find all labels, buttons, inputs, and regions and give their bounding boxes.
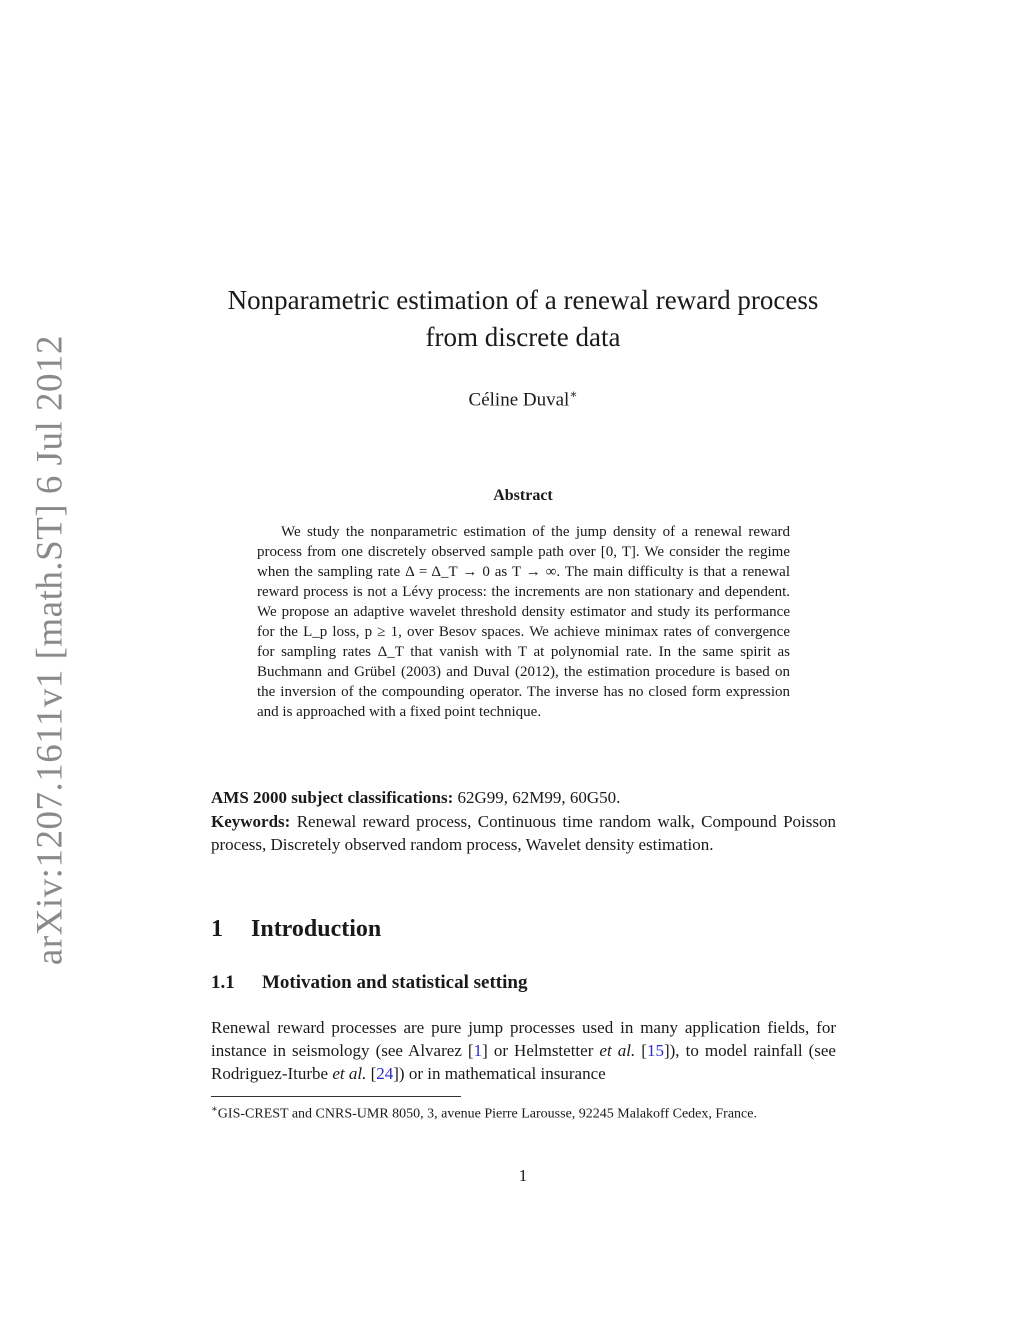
subsection-heading (211, 972, 836, 994)
et-al: et al. (599, 1041, 636, 1060)
intro-text: ]) or in mathematical insurance (393, 1064, 606, 1083)
abstract-body: We study the nonparametric estimation of the jump density of a renewal reward process from one discretely observed sample path over [0, T]. We consider the regime when the sampling rate Δ = Δ_T → 0 as T → ∞. The main difficulty is that a renewal reward process is not a Lévy process: the increments are non stationary and dependent. We propose an adaptive wavelet threshold density estimator and study its performance for the L_p loss, p ≥ 1, over Besov spaces. We achieve minimax rates of convergence for sampling rates Δ_T that vanish with T at polynomial rate. In the same spirit as Buchmann and Grübel (2003) and Duval (2012), the estimation procedure is based on the inversion of the compounding operator. The inverse has no closed form expression and is approached with a fixed point technique. (257, 524, 790, 720)
title-line-1: Nonparametric estimation of a renewal reward process (227, 285, 819, 315)
citation-link[interactable]: 15 (646, 1041, 664, 1060)
footnote (211, 1100, 836, 1125)
abstract-heading: Abstract (493, 487, 553, 504)
paper-title (200, 282, 846, 356)
intro-text: ] or Helmstetter (482, 1041, 600, 1060)
ams-label: AMS 2000 subject classifications: (211, 788, 454, 807)
subsection-title: Motivation and statistical setting (262, 972, 528, 993)
intro-text: ]), to model rainfall (see Rodriguez-Iturbe (211, 1041, 836, 1083)
intro-text: [ (366, 1064, 377, 1083)
footnote-mark: ∗ (211, 1104, 218, 1115)
keywords-value: Renewal reward process, Continuous time random walk, Compound Poisson process, Discretely observed random process, Wavelet density estimation. (211, 812, 836, 854)
section-number: 1 (211, 916, 223, 942)
author-name: Céline Duval (468, 389, 570, 411)
keywords-label: Keywords: (211, 812, 291, 831)
intro-text: Renewal reward processes are pure jump processes used in many application fields, for instance in seismology (see Alvarez [ (211, 1018, 836, 1060)
section-heading (211, 916, 836, 943)
ams-classifications (211, 786, 836, 809)
page-number: 1 (518, 1166, 528, 1185)
author-footnote-mark[interactable]: ∗ (569, 387, 578, 401)
keywords (211, 810, 836, 856)
citation-link[interactable]: 1 (473, 1041, 483, 1060)
ams-value: 62G99, 62M99, 60G50. (457, 788, 621, 807)
footnote-text: GIS-CREST and CNRS-UMR 8050, 3, avenue Pierre Larousse, 92245 Malakoff Cedex, France. (217, 1106, 757, 1122)
intro-paragraph (211, 1016, 836, 1085)
subsection-number: 1.1 (211, 972, 235, 993)
intro-text: [ (635, 1041, 647, 1060)
title-line-2: from discrete data (425, 322, 621, 352)
author (200, 387, 846, 411)
citation-link[interactable]: 24 (376, 1064, 394, 1083)
et-al: et al. (332, 1064, 367, 1083)
footnote-rule (211, 1096, 461, 1097)
arxiv-identifier[interactable]: arXiv:1207.1611v1 [math.ST] 6 Jul 2012 (29, 334, 71, 966)
section-title: Introduction (251, 916, 382, 942)
